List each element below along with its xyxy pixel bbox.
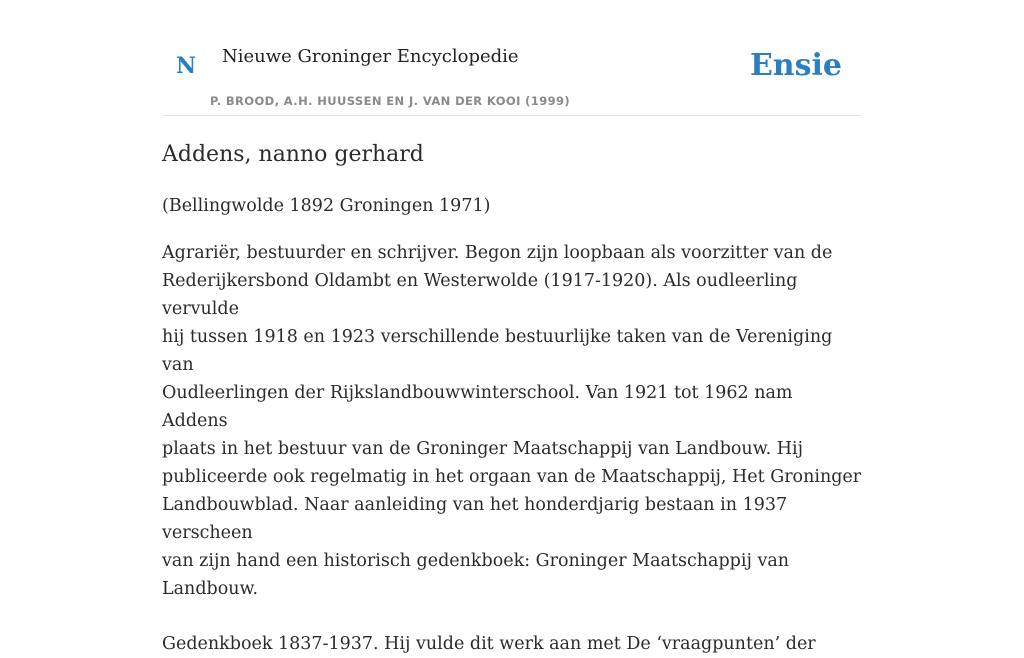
body-line: Landbouwblad. Naar aanleiding van het honderdjarig bestaan in 1937 verscheen: [162, 495, 788, 543]
body-line: hij tussen 1918 en 1923 verschillende bestuurlijke taken van de Vereniging van: [162, 327, 833, 375]
entry-subtitle: (Bellingwolde 1892 Groningen 1971): [162, 196, 491, 216]
body-line: plaats in het bestuur van de Groninger Maatschappij van Landbouw. Hij: [162, 439, 804, 459]
body-line: Rederijkersbond Oldambt en Westerwolde (1917-1920). Als oudleerling vervulde: [162, 271, 798, 319]
body-line: van zijn hand een historisch gedenkboek: Groninger Maatschappij van Landbouw.: [162, 551, 790, 599]
entry-content: [162, 140, 862, 658]
body-line: Agrariër, bestuurder en schrijver. Begon zijn loopbaan als voorzitter van de: [162, 243, 833, 263]
book-title-link[interactable]: Nieuwe Groninger Encyclopedie: [222, 46, 519, 67]
ensie-logo[interactable]: Ensie: [749, 48, 842, 83]
entry-title: Addens, nanno gerhard: [162, 142, 424, 167]
body-line: Oudleerlingen der Rijkslandbouwwinterschool. Van 1921 tot 1962 nam Addens: [162, 383, 793, 431]
body-line: publiceerde ook regelmatig in het orgaan van de Maatschappij, Het Groninger: [162, 467, 862, 487]
entry-body: [162, 239, 862, 603]
book-letter-icon[interactable]: N: [176, 53, 197, 79]
article-page: [162, 0, 862, 658]
entry-body-continued: Gedenkboek 1837-1937. Hij vulde dit werk aan met De ‘vraagpunten’ der: [162, 634, 816, 654]
book-authors: P. BROOD, A.H. HUUSSEN EN J. VAN DER KOOI (1999): [210, 94, 571, 108]
book-header: [162, 0, 862, 116]
